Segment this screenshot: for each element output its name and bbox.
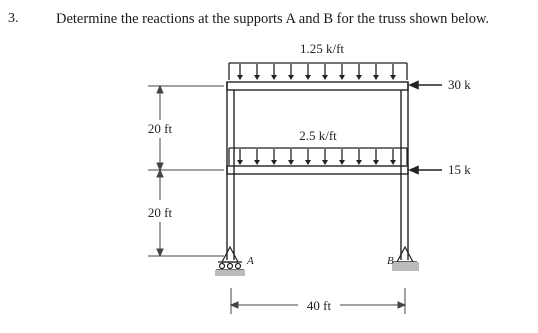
top-load-arrow-head	[390, 75, 396, 80]
span-label: 40 ft	[306, 298, 332, 313]
mid-point-load-arrow	[410, 167, 442, 174]
top-load-arrow-head	[271, 75, 277, 80]
mid-load-arrow-head	[254, 160, 260, 165]
top-point-load-label: 30 k	[448, 77, 471, 92]
support-b-label: B	[387, 255, 394, 267]
mid-distributed-load	[229, 148, 407, 165]
mid-load-arrow-head	[288, 160, 294, 165]
mid-load-arrow-head	[356, 160, 362, 165]
mid-point-load-label: 15 k	[448, 162, 471, 177]
mid-load-arrow-head	[339, 160, 345, 165]
top-load-arrow-head	[322, 75, 328, 80]
support-a	[215, 247, 245, 276]
right-column	[401, 82, 408, 260]
mid-load-arrow-head	[305, 160, 311, 165]
middle-beam	[227, 166, 408, 174]
top-load-arrow-head	[288, 75, 294, 80]
top-load-arrow-head	[305, 75, 311, 80]
problem-number: 3.	[8, 11, 19, 26]
top-beam	[227, 82, 408, 90]
mid-load-arrow-head	[373, 160, 379, 165]
top-load-arrow-head	[356, 75, 362, 80]
support-a-label: A	[247, 255, 254, 267]
mid-load-arrow-head	[237, 160, 243, 165]
top-load-arrow-head	[373, 75, 379, 80]
mid-distributed-load-label: 2.5 k/ft	[299, 128, 337, 143]
top-distributed-load	[229, 63, 407, 80]
left-column	[227, 82, 234, 260]
lower-height-label: 20 ft	[147, 205, 173, 220]
top-load-arrow-head	[254, 75, 260, 80]
top-distributed-load-label: 1.25 k/ft	[299, 41, 345, 56]
mid-load-arrow-head	[271, 160, 277, 165]
mid-load-arrow-head	[322, 160, 328, 165]
support-b	[392, 247, 419, 271]
top-point-load-arrow	[410, 82, 442, 89]
upper-height-label: 20 ft	[147, 121, 173, 136]
problem-statement: Determine the reactions at the supports A and B for the truss shown below.	[56, 11, 490, 27]
mid-load-arrow-head	[390, 160, 396, 165]
top-load-arrow-head	[237, 75, 243, 80]
top-load-arrow-head	[339, 75, 345, 80]
vertical-dimension	[148, 86, 224, 256]
